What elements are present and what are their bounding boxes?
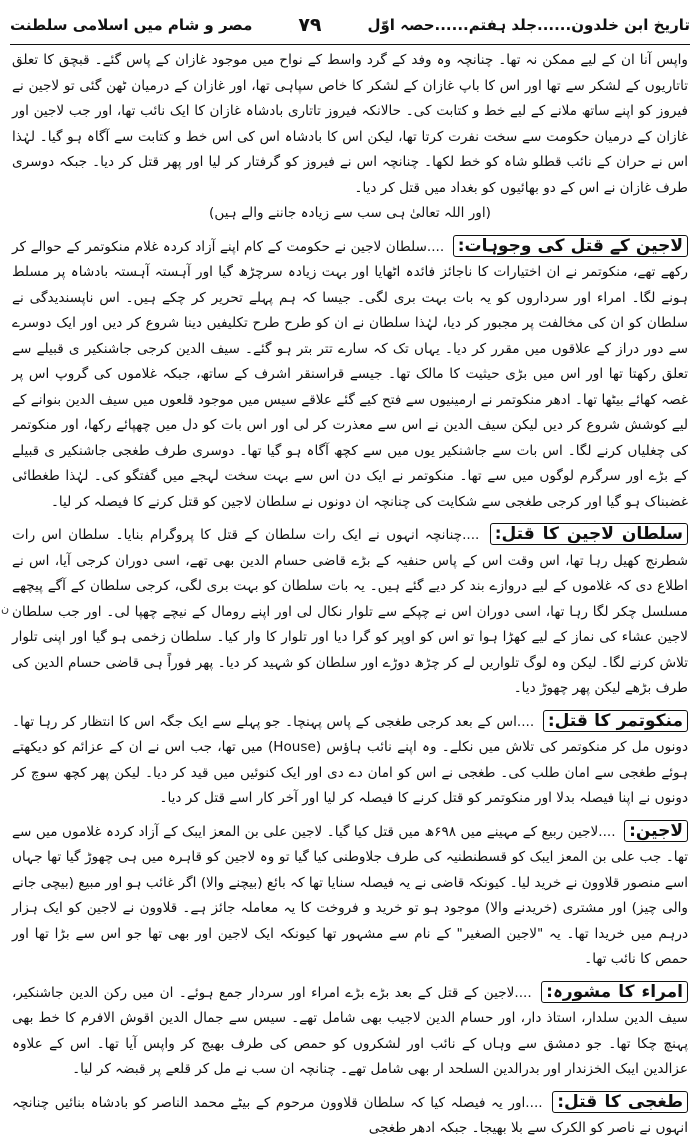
section-heading: طغجی کا قتل: [552, 1091, 688, 1113]
header-chapter-title: مصر و شام میں اسلامی سلطنت [10, 16, 253, 34]
closing-phrase [12, 201, 688, 227]
body-text [12, 48, 689, 1136]
section-heading: لاجین: [624, 820, 688, 842]
paragraph-text: ....لاجین کے قتل کے بعد بڑے بڑے امراء اور سردار جمع ہوئے۔ ان میں رکن الدین جاشنکیر، سیف الدین سلدار، استاذ دار، اور حسام الدین لاجیب بھی شامل تھے۔ سیس سے جمال الدین اقوش الافرم کا خط بھی پہنچ چکا تھا۔ جو دمشق سے وہاں کے نائب اور لشکروں کو حمص کی طرف بھیج کر واپس آیا تھا۔ اس کے علاوہ عزالدین ایبک الخزندار اور بدرالدین السلحد ار بھی شامل تھے۔ چنانچہ ان سب نے مل کر قلعے پر قبضہ کر لیا۔ [12, 984, 688, 1077]
paragraph-text: ....اور یہ فیصلہ کیا کہ سلطان قلاوون مرحوم کے بیٹے محمد الناصر کو بادشاہ بنائیں چنانچہ انہوں نے ناصر کو الکرک سے بلا بھیجا۔ جبکہ ادھر طغجی [12, 1094, 688, 1136]
page-number: ۷۹ [298, 14, 322, 36]
margin-mark: ن [1, 602, 10, 615]
paragraph-text: (اور اللہ تعالیٰ ہی سب سے زیادہ جاننے والے ہیں) [209, 205, 491, 221]
section-heading: لاجین کے قتل کی وجوہات: [453, 235, 688, 257]
paragraph-text: ....لاجین ربیع کے مہینے میں ۶۹۸ھ میں قتل کیا گیا۔ لاجین علی بن المعز ایبک کے آزاد کردہ غلاموں میں سے تھا۔ جب علی بن المعز ایبک کو قسطنطنیہ کی طرف جلاوطنی کیا گیا تو وہ لاجین کو قاہرہ میں ہی چھوڑ گیا تھا جہاں اسے منصور قلاوون نے خرید لیا۔ کیونکہ قاضی نے یہ فیصلہ سنایا تھا کہ بائع (بیچنے والا) اگر غائب ہو اور مبیع (بیچی جانے والی چیز) اور مشتری (خریدنے والا) موجود ہو تو خرید و فروخت کا یہ معاملہ جائز ہے۔ قلاوون نے لاجین کو ایک ہزار درہم میں خریدا تھا۔ یہ "لاجین الصغیر" کے نام سے مشہور تھا کیونکہ ایک لاجین اور بھی تھا جو اس سے بڑا تھا اور حمص کا نائب تھا۔ [12, 823, 688, 967]
section-lajin [12, 819, 688, 973]
section-amirs-council [12, 980, 688, 1083]
section-lajin-reasons [12, 234, 688, 516]
paragraph-text: ....سلطان لاجین نے حکومت کے کام اپنے آزاد کردہ غلام منکوتمر کے حوالے کر رکھے تھے، منکوتمر نے ان اختیارات کا ناجائز فائدہ اٹھایا اور بہت زیادہ سرچڑھ گیا اور آہستہ آہستہ بادشاہ پر مسلط ہونے لگا۔ امراء اور سرداروں کو یہ بات بہت بری لگی۔ جیسا کہ ہم پہلے تحریر کر چکے ہیں۔ اس ناپسندیدگی نے سلطان کو ان کی مخالفت پر مجبور کر دیا، لہٰذا سلطان نے ان کو طرح طرح تکلیفیں دینا شروع کر دیں اور ایک دوسرے سے دور دراز کے علاقوں میں مقرر کر دیا۔ یہاں تک کہ سارے تتر بتر ہو گئے۔ سیف الدین کرجی جاشنکیر ی قبیلے سے تعلق رکھتا تھا اور اس میں بڑی حیثیت کا مالک تھا۔ جیسے قراسنقر اشرف کے ساتھ، جبکہ غلاموں کی گروپ اس پر غصہ کھائے بیٹھا تھا۔ ادھر منکوتمر نے ارمینیوں سے فتح کیے گئے علاقے سیس میں موجود قلعوں میں سیف الدین بنوانے کے لیے کوشش شروع کر دیں لیکن سیف الدین نے اس سے معذرت کر لی اور اس بات کو دل میں چھپائے رکھا، اور منکوتمر کی چغلیاں کرنے لگا۔ اس بات سے جاشنکیر یوں میں سے کچھ آگاہ ہو گیا تھا۔ دوسری طرف طغجی جاشنکیر ی قبیلے کے بڑے اور سرگرم لوگوں میں سے تھا۔ منکوتمر نے ایک دن اس سے بہت سخت لہجے میں گفتگو کی۔ لہٰذا طغطائی غضبناک ہو گیا اور کرجی طغجی سے شکایت کی چنانچہ ان دونوں نے سلطان لاجین کو قتل کرنے کا فیصلہ کر لیا۔ [12, 238, 688, 510]
header-book-title: تاریخ ابن خلدون......جلد ہفتم......حصہ اوّل [367, 16, 690, 34]
section-heading: امراء کا مشورہ: [541, 981, 688, 1003]
section-heading: منکوتمر کا قتل: [543, 710, 688, 732]
paragraph-intro [12, 48, 688, 201]
section-sultan-killing [12, 522, 688, 702]
paragraph-text: واپس آنا ان کے لیے ممکن نہ تھا۔ چنانچہ وہ وفد کے گرد واسط کے نواح میں موجود غازان کے پاس گئے۔ قبچق کا تعلق تاتاریوں کے لشکر سے تھا اور اس کا باپ غازان کے لشکر کا خاص سپاہی تھا، اور غازان کے درمیان ٹھن گئی تو لاجین نے فیروز کو اپنے ساتھ ملانے کے لیے خط و کتابت کی۔ حالانکہ فیروز تاتاری بادشاہ غازان کا ایک نائب تھا، اور جب لاجین اور غازان کے درمیان حکومت سے سخت نفرت کرتا تھا، لیکن اس کا بادشاہ اس کی اس خط و کتابت سے آگاہ ہو گیا۔ لہٰذا اس نے حران کے نائب قطلو شاہ کو خط لکھا۔ چنانچہ اس نے فیروز کو گرفتار کر لیا اور پھر قتل کر دیا۔ جبکہ دوسری طرف غازان نے اس کے دو بھائیوں کو بغداد میں قتل کر دیا۔ [12, 52, 688, 196]
paragraph-text: ....چنانچہ انہوں نے ایک رات سلطان کے قتل کا پروگرام بنایا۔ سلطان اس رات شطرنج کھیل رہا تھا، اس وقت اس کے پاس حنفیہ کے بڑے قاضی حسام الدین بھی تھے، اسی دوران کرجی آیا، اس نے اطلاع دی کہ غلاموں کے لیے دروازے بند کر دیے گئے ہیں۔ یہ بات سلطان کو بہت بری لگی، کرجی سلطان کے آگے پیچھے مسلسل چکر لگا رہا تھا، اسی دوران اس نے چپکے سے تلوار نکال لی اور اپنے رومال کے نیچے چھپا لی۔ اور جب سلطان لاجین عشاء کی نماز کے لیے کھڑا ہوا تو اس کو اوپر کو گرا دیا اور تلوار کا وار کیا۔ سلطان زخمی ہو گیا اور اپنی تلوار تلاش کرنے لگا۔ لیکن وہ لوگ تلواریں لے کر چڑھ دوڑے اور سلطان کو شہید کر دیا۔ پھر فوراً ہی قاضی حسام الدین کی طرف بڑھے لیکن پھر چھوڑ دیا۔ [12, 527, 688, 696]
section-heading: سلطان لاجین کا قتل: [490, 523, 688, 545]
running-header [10, 10, 690, 40]
section-mankutamar-killing [12, 709, 688, 812]
header-rule [10, 44, 690, 45]
paragraph-text: ....اس کے بعد کرجی طغجی کے پاس پہنچا۔ جو پہلے سے ایک جگہ اس کا انتظار کر رہا تھا۔ دونوں مل کر منکوتمر کی تلاش میں نکلے۔ وہ اپنے نائب ہاؤس (House) میں تھا، جب اس نے ان کے عزائم کو دیکھتے ہوئے طغجی سے امان طلب کی۔ طغجی نے اس کو امان دے دی اور ایک کنوئیں میں قید کر دیا۔ لیکن پھر کچھ سوچ کر دونوں نے اپنا فیصلہ بدلا اور منکوتمر کو قتل کرنے کا فیصلہ کر لیا اور آخر کار اسے قتل کر دیا۔ [12, 713, 689, 806]
section-tughji-killing [12, 1090, 688, 1142]
